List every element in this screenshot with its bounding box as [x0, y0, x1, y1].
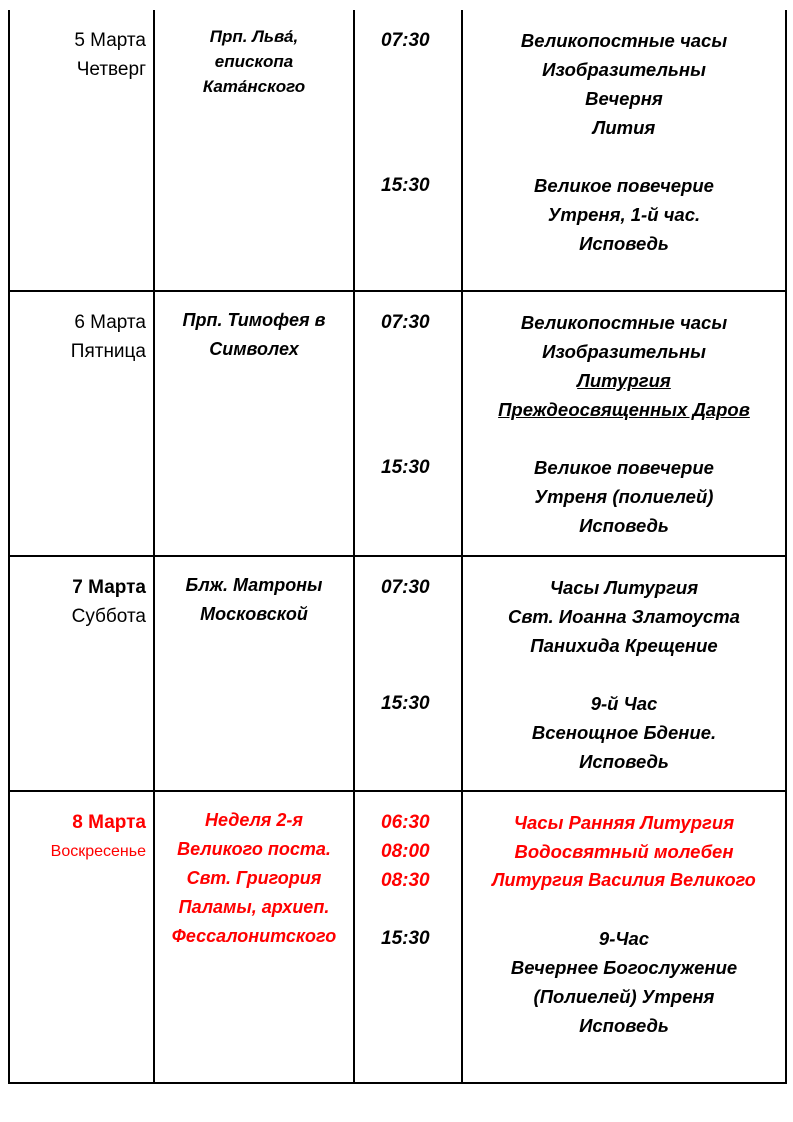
time-cell [354, 10, 462, 291]
schedule-row [9, 791, 786, 1083]
time-cell [354, 291, 462, 556]
service-item: 9-й Час [590, 693, 658, 714]
service-time: 07:30 [381, 577, 430, 598]
service-item: Литургия [577, 370, 671, 391]
service-item: Утреня, 1-й час. [547, 204, 701, 225]
service-time: 15:30 [381, 457, 430, 478]
service-item: Литургия Василия Великого [492, 870, 756, 890]
date-cell [9, 291, 154, 556]
saint-line: Ката́нского [202, 77, 306, 96]
time-cell [354, 556, 462, 791]
service-time: 07:30 [381, 312, 430, 333]
service-item: Часы Литургия [549, 577, 699, 598]
services-cell [462, 556, 786, 791]
saint-line: епископа [214, 52, 294, 71]
saint-line: Прп. Тимофея в [182, 310, 326, 330]
service-time: 06:30 [381, 812, 430, 833]
date: 6 Марта [74, 312, 146, 333]
service-time: 15:30 [381, 175, 430, 196]
saint-line: Московской [200, 604, 308, 624]
service-item: (Полиелей) Утреня [533, 986, 715, 1007]
saint-line: Символех [209, 339, 299, 359]
date-cell [9, 791, 154, 1083]
service-item: Вечерня [585, 88, 663, 109]
service-item: Великопостные часы [520, 312, 728, 333]
service-item: 9-Час [598, 928, 650, 949]
service-item: Исповедь [579, 1015, 669, 1036]
service-time: 08:00 [381, 841, 430, 862]
service-item: Панихида Крещение [530, 635, 718, 656]
saint-line: Прп. Льва́, [209, 27, 299, 46]
service-item: Свт. Иоанна Златоуста [508, 606, 740, 627]
service-item: Исповедь [579, 233, 669, 254]
schedule-row [9, 10, 786, 291]
services-cell [462, 791, 786, 1083]
saint-line: Фессалонитского [171, 926, 337, 946]
service-item: Изобразительны [542, 341, 706, 362]
service-item: Великое повечерие [534, 457, 714, 478]
services-cell [462, 10, 786, 291]
service-item: Вечернее Богослужение [510, 957, 738, 978]
service-time: 08:30 [381, 870, 430, 891]
schedule-row [9, 291, 786, 556]
date: 5 Марта [74, 30, 146, 51]
date: 7 Марта [72, 577, 146, 598]
saint-line: Великого поста. [177, 839, 331, 859]
service-item: Исповедь [579, 751, 669, 772]
date-cell [9, 556, 154, 791]
time-cell [354, 791, 462, 1083]
service-item: Часы Ранняя Литургия [513, 812, 735, 833]
service-item: Всенощное Бдение. [531, 722, 717, 743]
date: 8 Марта [72, 812, 146, 833]
service-item: Изобразительны [542, 59, 706, 80]
service-item: Утреня (полиелей) [534, 486, 714, 507]
service-time: 07:30 [381, 30, 430, 51]
weekday: Пятница [70, 341, 146, 362]
saint-line: Свт. Григория [186, 868, 322, 888]
saint-line: Паламы, архиеп. [178, 897, 330, 917]
saint-cell [154, 556, 354, 791]
date-cell [9, 10, 154, 291]
service-item: Великопостные часы [520, 30, 728, 51]
schedule-row [9, 556, 786, 791]
service-schedule-table [8, 10, 787, 1084]
weekday: Воскресенье [50, 843, 146, 860]
service-time: 15:30 [381, 693, 430, 714]
service-time: 15:30 [381, 928, 430, 949]
service-item: Водосвятный молебен [514, 841, 734, 862]
saint-cell [154, 291, 354, 556]
service-item: Лития [592, 117, 656, 138]
saint-cell [154, 10, 354, 291]
weekday: Суббота [71, 606, 146, 627]
weekday: Четверг [76, 59, 146, 80]
saint-cell [154, 791, 354, 1083]
service-item: Великое повечерие [534, 175, 714, 196]
services-cell [462, 291, 786, 556]
saint-line: Неделя 2-я [205, 810, 303, 830]
saint-line: Блж. Матроны [185, 575, 323, 595]
service-item: Преждеосвященных Даров [498, 399, 750, 420]
service-item: Исповедь [579, 515, 669, 536]
